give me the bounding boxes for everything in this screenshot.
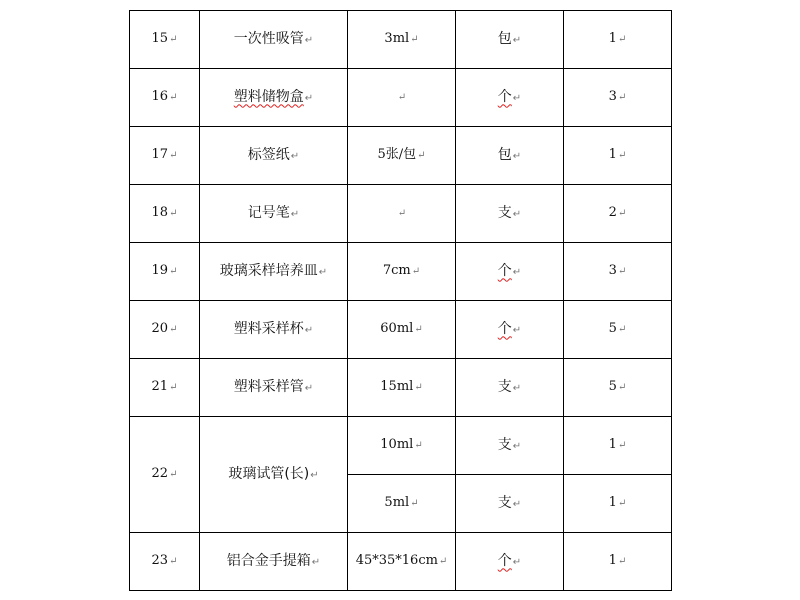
item-quantity-cell[interactable] [564, 185, 672, 243]
paragraph-mark-icon: ↵ [512, 92, 522, 104]
item-quantity-cell[interactable] [564, 127, 672, 185]
item-name-cell[interactable] [200, 533, 348, 591]
item-quantity-cell[interactable] [564, 475, 672, 533]
item-unit: 个 [497, 552, 512, 569]
item-name-cell[interactable] [200, 69, 348, 127]
paragraph-mark-icon: ↵ [512, 34, 522, 46]
item-quantity-cell[interactable] [564, 417, 672, 475]
item-quantity-cell[interactable] [564, 69, 672, 127]
item-number: 18 [151, 205, 169, 220]
paragraph-mark-icon: ↵ [438, 556, 448, 567]
item-spec: 5ml [384, 495, 410, 510]
item-unit: 个 [497, 88, 512, 105]
item-unit: 个 [497, 320, 512, 337]
paragraph-mark-icon: ↵ [414, 382, 423, 393]
item-name: 标签纸 [247, 146, 290, 163]
paragraph-mark-icon: ↵ [617, 498, 627, 509]
item-name: 一次性吸管 [233, 30, 304, 47]
table-row [130, 127, 672, 185]
item-quantity: 3 [608, 89, 617, 104]
table-row [130, 11, 672, 69]
item-name-cell[interactable] [200, 243, 348, 301]
item-unit: 支 [497, 436, 512, 453]
item-number-cell[interactable] [130, 127, 200, 185]
item-number-cell[interactable] [130, 359, 200, 417]
item-name-cell[interactable] [200, 359, 348, 417]
paragraph-mark-icon: ↵ [169, 34, 178, 45]
item-number: 20 [151, 321, 169, 336]
paragraph-mark-icon: ↵ [169, 382, 178, 393]
paragraph-mark-icon: ↵ [617, 324, 627, 335]
item-name-cell[interactable] [200, 11, 348, 69]
paragraph-mark-icon: ↵ [410, 34, 419, 45]
paragraph-mark-icon: ↵ [411, 266, 421, 277]
item-quantity: 5 [608, 321, 617, 336]
item-unit-cell[interactable] [456, 533, 564, 591]
paragraph-mark-icon: ↵ [617, 34, 627, 45]
table-row [130, 533, 672, 591]
item-unit: 包 [497, 30, 512, 47]
paragraph-mark-icon: ↵ [311, 556, 321, 568]
item-name: 塑料采样管 [233, 378, 304, 395]
paragraph-mark-icon: ↵ [169, 324, 178, 335]
item-spec-cell[interactable] [348, 243, 456, 301]
item-unit-cell[interactable] [456, 301, 564, 359]
paragraph-mark-icon: ↵ [304, 382, 314, 394]
paragraph-mark-icon: ↵ [169, 266, 178, 277]
item-name-cell[interactable] [200, 301, 348, 359]
item-unit-cell[interactable] [456, 359, 564, 417]
item-number-cell[interactable] [130, 69, 200, 127]
item-spec-cell[interactable] [348, 69, 456, 127]
paragraph-mark-icon: ↵ [414, 324, 423, 335]
item-spec: 10ml [380, 437, 414, 452]
item-unit-cell[interactable] [456, 127, 564, 185]
item-spec: 7cm [382, 263, 411, 278]
item-unit-cell[interactable] [456, 11, 564, 69]
table-row [130, 69, 672, 127]
item-number-cell[interactable] [130, 243, 200, 301]
item-quantity: 1 [608, 553, 617, 568]
item-spec: 60ml [380, 321, 414, 336]
item-unit: 包 [497, 146, 512, 163]
paragraph-mark-icon: ↵ [304, 92, 314, 104]
item-unit-cell[interactable] [456, 243, 564, 301]
paragraph-mark-icon: ↵ [397, 92, 407, 103]
paragraph-mark-icon: ↵ [397, 208, 407, 219]
item-name-cell[interactable] [200, 417, 348, 533]
item-spec: 15ml [380, 379, 414, 394]
item-number: 23 [151, 553, 169, 568]
item-quantity-cell[interactable] [564, 243, 672, 301]
paragraph-mark-icon: ↵ [410, 498, 419, 509]
table-row [130, 185, 672, 243]
item-number-cell[interactable] [130, 301, 200, 359]
paragraph-mark-icon: ↵ [169, 556, 178, 567]
paragraph-mark-icon: ↵ [169, 150, 178, 161]
paragraph-mark-icon: ↵ [169, 469, 178, 480]
item-name: 玻璃试管(长) [228, 465, 310, 482]
item-spec-cell[interactable] [348, 359, 456, 417]
item-number-cell[interactable] [130, 417, 200, 533]
item-name-cell[interactable] [200, 185, 348, 243]
item-spec: 3ml [384, 31, 410, 46]
item-unit-cell[interactable] [456, 185, 564, 243]
item-name: 塑料采样杯 [233, 320, 304, 337]
item-quantity-cell[interactable] [564, 11, 672, 69]
table-row [130, 243, 672, 301]
table-row [130, 417, 672, 475]
item-quantity: 1 [608, 31, 617, 46]
table-row [130, 301, 672, 359]
item-name: 铝合金手提箱 [226, 552, 311, 569]
item-number-cell[interactable] [130, 11, 200, 69]
paragraph-mark-icon: ↵ [512, 150, 522, 162]
paragraph-mark-icon: ↵ [414, 440, 423, 451]
paragraph-mark-icon: ↵ [512, 382, 522, 394]
item-spec-cell[interactable] [348, 127, 456, 185]
item-spec-cell[interactable] [348, 185, 456, 243]
paragraph-mark-icon: ↵ [318, 266, 328, 278]
paragraph-mark-icon: ↵ [169, 208, 178, 219]
item-quantity: 2 [608, 205, 617, 220]
item-quantity: 1 [608, 437, 617, 452]
paragraph-mark-icon: ↵ [310, 469, 319, 481]
item-name: 塑料储物盒 [233, 88, 304, 105]
paragraph-mark-icon: ↵ [304, 324, 314, 336]
item-unit-cell[interactable] [456, 69, 564, 127]
paragraph-mark-icon: ↵ [512, 440, 522, 452]
table-row [130, 359, 672, 417]
item-quantity: 1 [608, 147, 617, 162]
item-number-cell[interactable] [130, 533, 200, 591]
item-name: 记号笔 [247, 204, 290, 221]
paragraph-mark-icon: ↵ [512, 266, 522, 278]
item-number-cell[interactable] [130, 185, 200, 243]
item-spec-cell[interactable] [348, 533, 456, 591]
item-quantity-cell[interactable] [564, 301, 672, 359]
supplies-table [129, 10, 672, 591]
paragraph-mark-icon: ↵ [304, 34, 314, 46]
document-table-container [129, 10, 672, 591]
item-quantity: 1 [608, 495, 617, 510]
item-unit: 支 [497, 204, 512, 221]
paragraph-mark-icon: ↵ [512, 556, 522, 568]
paragraph-mark-icon: ↵ [617, 440, 627, 451]
item-number: 17 [151, 147, 169, 162]
item-spec-cell[interactable] [348, 11, 456, 69]
paragraph-mark-icon: ↵ [617, 150, 627, 161]
item-spec: 5张/包 [377, 147, 417, 162]
item-unit: 支 [497, 494, 512, 511]
item-unit: 支 [497, 378, 512, 395]
item-number: 21 [151, 379, 169, 394]
paragraph-mark-icon: ↵ [512, 208, 522, 220]
paragraph-mark-icon: ↵ [512, 498, 522, 510]
item-name: 玻璃采样培养皿 [219, 262, 318, 279]
paragraph-mark-icon: ↵ [290, 150, 300, 162]
paragraph-mark-icon: ↵ [617, 382, 627, 393]
item-quantity: 5 [608, 379, 617, 394]
item-quantity-cell[interactable] [564, 359, 672, 417]
item-number: 22 [151, 466, 169, 481]
paragraph-mark-icon: ↵ [417, 150, 426, 161]
item-spec-cell[interactable] [348, 475, 456, 533]
paragraph-mark-icon: ↵ [617, 208, 627, 219]
item-number: 16 [151, 89, 169, 104]
item-spec-cell[interactable] [348, 417, 456, 475]
item-quantity-cell[interactable] [564, 533, 672, 591]
paragraph-mark-icon: ↵ [617, 266, 627, 277]
item-number: 19 [151, 263, 169, 278]
item-number: 15 [151, 31, 169, 46]
item-spec: 45*35*16cm [355, 553, 438, 568]
supplies-table-body [130, 11, 672, 591]
paragraph-mark-icon: ↵ [290, 208, 300, 220]
paragraph-mark-icon: ↵ [512, 324, 522, 336]
paragraph-mark-icon: ↵ [617, 556, 627, 567]
item-spec-cell[interactable] [348, 301, 456, 359]
paragraph-mark-icon: ↵ [169, 92, 178, 103]
paragraph-mark-icon: ↵ [617, 92, 627, 103]
item-unit-cell[interactable] [456, 475, 564, 533]
item-quantity: 3 [608, 263, 617, 278]
item-unit: 个 [497, 262, 512, 279]
item-name-cell[interactable] [200, 127, 348, 185]
item-unit-cell[interactable] [456, 417, 564, 475]
